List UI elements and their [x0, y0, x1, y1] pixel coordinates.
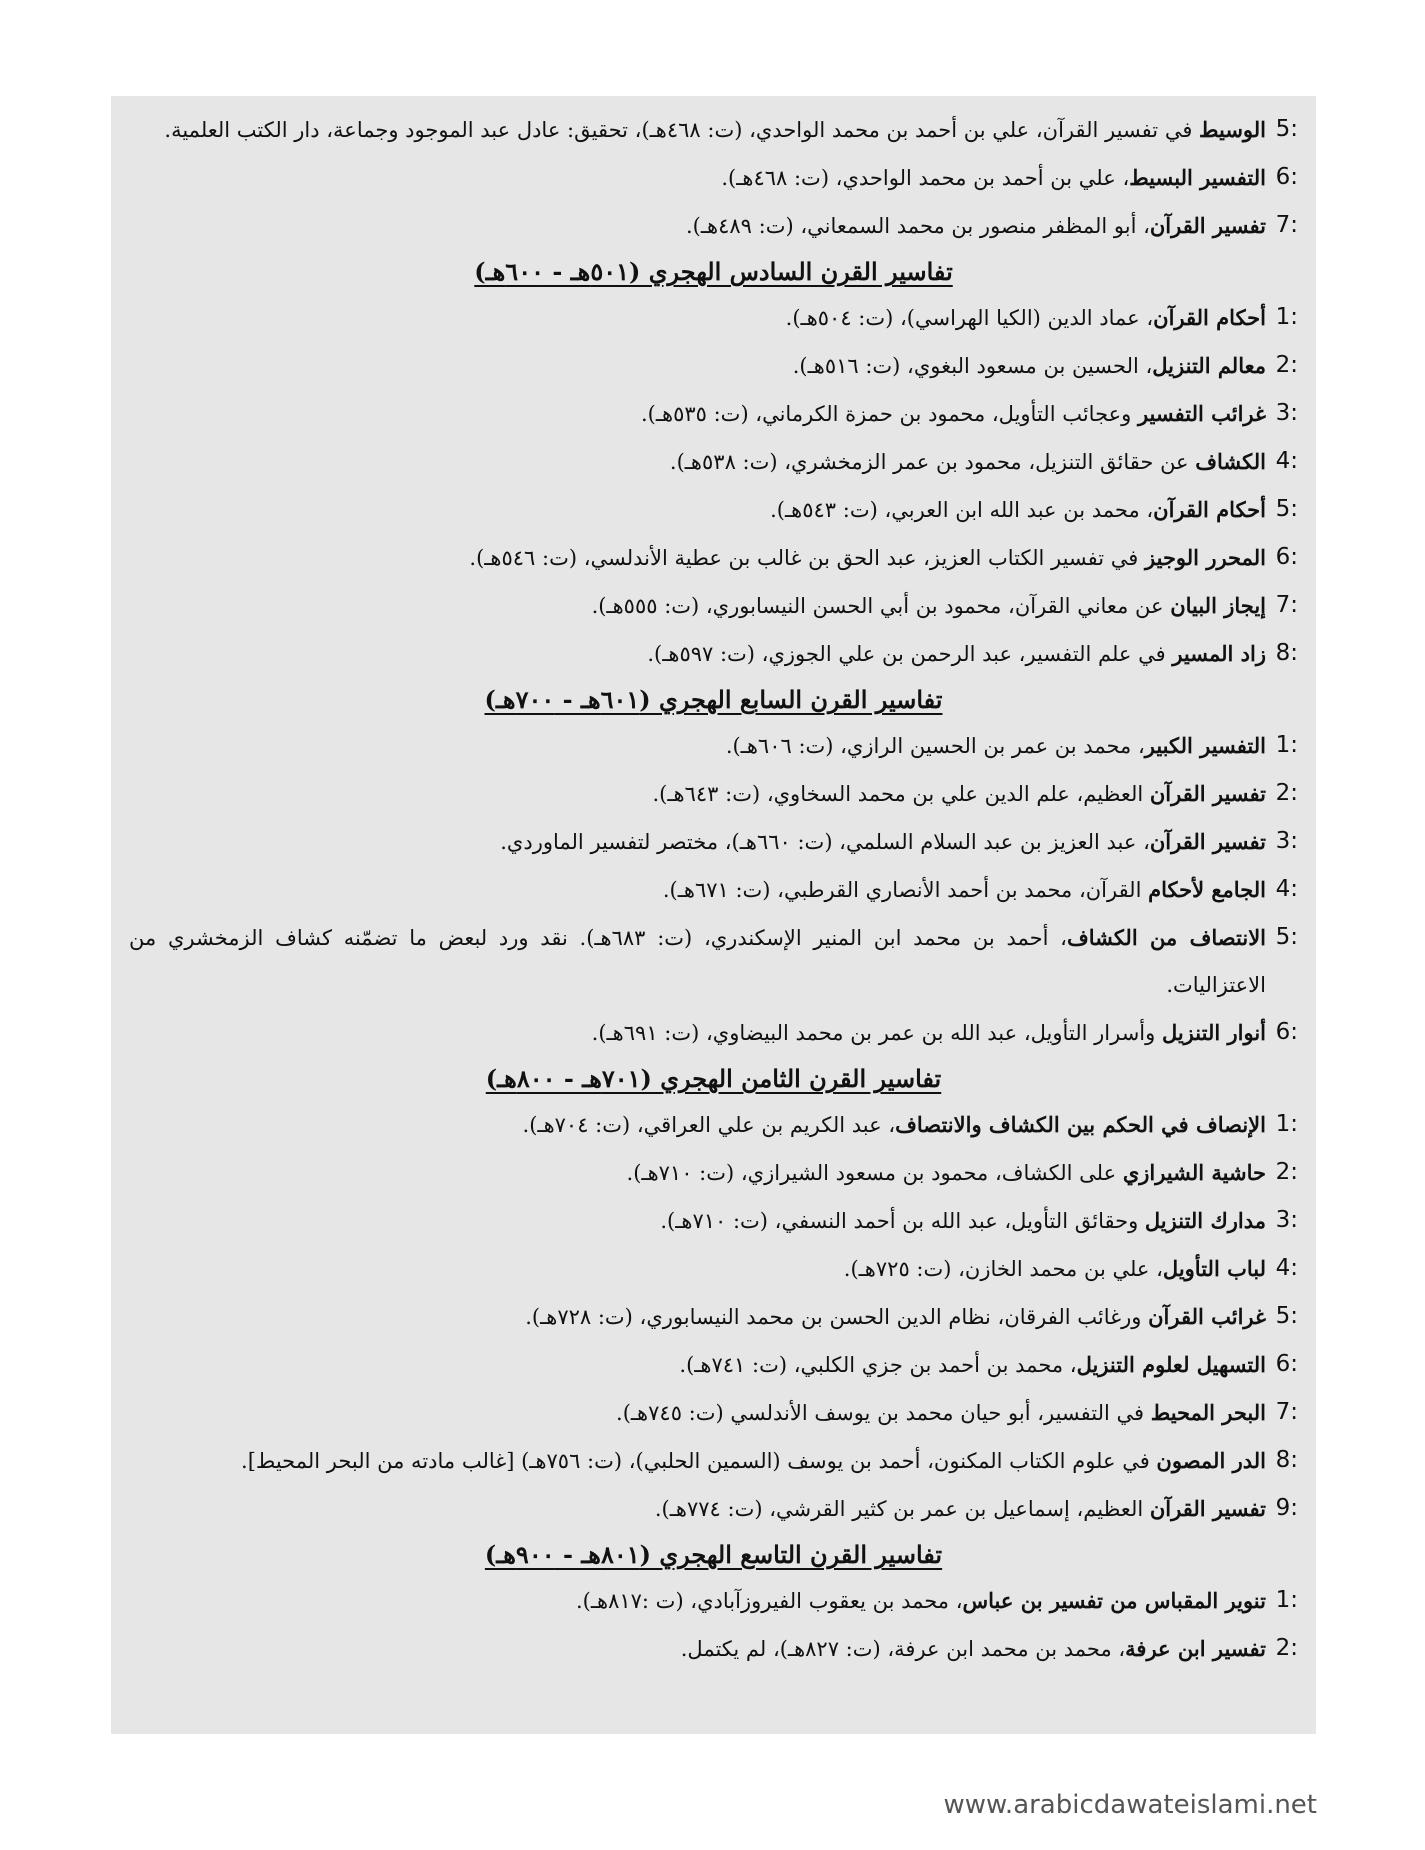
entry-title: أحكام القرآن	[1153, 497, 1266, 522]
entry-details: ، عبد الكريم بن علي العراقي، (ت: ٧٠٤هـ).	[522, 1113, 896, 1137]
entry-details: في تفسير القرآن، علي بن أحمد بن محمد الواحدي، (ت: ٤٦٨هـ)، تحقيق: عادل عبد الموجود وجماعة، دار الكتب العلمية.	[164, 118, 1200, 142]
entry-details: في التفسير، أبو حيان محمد بن يوسف الأندلسي (ت: ٧٤٥هـ).	[616, 1401, 1151, 1425]
entry-title: التسهيل لعلوم التنزيل	[1076, 1352, 1266, 1377]
entry-number: 3:	[1275, 1207, 1298, 1233]
entry-title: لباب التأويل	[1162, 1256, 1266, 1281]
entry-number: 4:	[1275, 876, 1298, 902]
section-sixth-century	[129, 250, 1298, 678]
entry-title: الإنصاف في الحكم بين الكشاف والانتصاف	[895, 1112, 1266, 1137]
entry-number: 3:	[1275, 828, 1298, 854]
list-item	[129, 486, 1298, 534]
entry-text	[592, 582, 1266, 630]
entry-title: زاد المسير	[1172, 641, 1266, 666]
entry-text	[500, 818, 1266, 866]
footer-website-url: www.arabicdawateislami.net	[943, 1790, 1317, 1820]
list-item	[129, 294, 1298, 342]
section-ninth-century	[129, 1533, 1298, 1673]
entry-details: ، علي بن محمد الخازن، (ت: ٧٢٥هـ).	[843, 1257, 1163, 1281]
entry-title: تفسير القرآن	[1149, 829, 1266, 854]
entry-number: 6:	[1275, 1019, 1298, 1045]
entry-text	[681, 1625, 1266, 1673]
entry-text	[523, 1101, 1266, 1149]
entry-text	[129, 914, 1266, 1009]
list-item	[129, 202, 1298, 250]
entry-details: ، محمد بن عبد الله ابن العربي، (ت: ٥٤٣هـ).	[770, 498, 1154, 522]
entry-text	[592, 1009, 1266, 1057]
entry-title: البحر المحيط	[1150, 1400, 1266, 1425]
entry-details: ، محمد بن يعقوب الفيروزآبادي، (ت :٨١٧هـ).	[575, 1589, 963, 1613]
list-item	[129, 630, 1298, 678]
entry-text	[653, 770, 1267, 818]
entry-title: تفسير ابن عرفة	[1125, 1636, 1266, 1661]
entry-text	[721, 154, 1266, 202]
entry-number: 5:	[1275, 924, 1298, 950]
entry-title: تفسير القرآن	[1149, 213, 1266, 238]
entry-number: 9:	[1275, 1495, 1298, 1521]
entry-number: 7:	[1275, 212, 1298, 238]
section-heading-text: تفاسير القرن التاسع الهجري (٨٠١هـ - ٩٠٠هـ)	[484, 1540, 943, 1569]
entry-details: عن معاني القرآن، محمود بن أبي الحسن النيسابوري، (ت: ٥٥٥هـ).	[591, 594, 1171, 618]
entry-title: مدارك التنزيل	[1144, 1208, 1266, 1233]
section-eighth-century	[129, 1057, 1298, 1533]
entry-text	[627, 1149, 1266, 1197]
section-heading	[129, 678, 1298, 722]
entry-text	[655, 1485, 1266, 1533]
entry-text	[844, 1245, 1266, 1293]
entry-title: التفسير الكبير	[1144, 733, 1266, 758]
entry-number: 1:	[1275, 732, 1298, 758]
entry-text	[641, 390, 1266, 438]
entry-number: 7:	[1275, 1399, 1298, 1425]
entry-number: 8:	[1275, 1447, 1298, 1473]
entry-title: تفسير القرآن	[1149, 781, 1266, 806]
entry-number: 2:	[1275, 352, 1298, 378]
entry-text	[647, 630, 1266, 678]
entry-text	[241, 1437, 1266, 1485]
list-item	[129, 818, 1298, 866]
entry-number: 5:	[1275, 496, 1298, 522]
entry-number: 6:	[1275, 1351, 1298, 1377]
list-item	[129, 154, 1298, 202]
entry-details: في علم التفسير، عبد الرحمن بن علي الجوزي، (ت: ٥٩٧هـ).	[647, 642, 1173, 666]
list-item	[129, 390, 1298, 438]
entry-text	[686, 202, 1266, 250]
entry-title: الانتصاف من الكشاف	[1066, 925, 1267, 950]
entry-text	[679, 1341, 1266, 1389]
section-heading	[129, 1533, 1298, 1577]
entry-text	[663, 866, 1266, 914]
entry-title: المحرر الوجيز	[1145, 545, 1266, 570]
entry-title: التفسير البسيط	[1129, 165, 1266, 190]
entry-text	[726, 722, 1266, 770]
entry-details: وحقائق التأويل، عبد الله بن أحمد النسفي، (ت: ٧١٠هـ).	[660, 1209, 1145, 1233]
document-page	[111, 96, 1316, 1734]
entry-details: في تفسير الكتاب العزيز، عبد الحق بن غالب بن عطية الأندلسي، (ت: ٥٤٦هـ).	[469, 546, 1146, 570]
entry-text	[660, 1197, 1266, 1245]
entry-text	[670, 438, 1266, 486]
entry-number: 7:	[1275, 592, 1298, 618]
section-heading-text: تفاسير القرن الثامن الهجري (٧٠١هـ - ٨٠٠هـ)	[485, 1064, 942, 1093]
list-item	[129, 582, 1298, 630]
list-item	[129, 1009, 1298, 1057]
entry-details: القرآن، محمد بن أحمد الأنصاري القرطبي، (ت: ٦٧١هـ).	[662, 878, 1149, 902]
section-heading-text: تفاسير القرن السابع الهجري (٦٠١هـ - ٧٠٠هـ)	[484, 685, 943, 714]
list-item	[129, 1625, 1298, 1673]
entry-text	[616, 1389, 1266, 1437]
entry-details: على الكشاف، محمود بن مسعود الشيرازي، (ت: ٧١٠هـ).	[626, 1161, 1123, 1185]
entry-text	[786, 294, 1266, 342]
entry-text	[770, 486, 1266, 534]
entry-details: ، محمد بن محمد ابن عرفة، (ت: ٨٢٧هـ)، لم يكتمل.	[680, 1637, 1126, 1661]
entry-details: ، عماد الدين (الكيا الهراسي)، (ت: ٥٠٤هـ).	[785, 306, 1154, 330]
entry-details: العظيم، علم الدين علي بن محمد السخاوي، (ت: ٦٤٣هـ).	[652, 782, 1150, 806]
entry-number: 2:	[1275, 780, 1298, 806]
list-item	[129, 1197, 1298, 1245]
entry-text	[469, 534, 1266, 582]
entry-details: ، محمد بن عمر بن الحسين الرازي، (ت: ٦٠٦هـ).	[725, 734, 1145, 758]
section-heading	[129, 1057, 1298, 1101]
entry-number: 1:	[1275, 1111, 1298, 1137]
entry-number: 5:	[1275, 1303, 1298, 1329]
entry-number: 4:	[1275, 448, 1298, 474]
list-item	[129, 914, 1298, 1009]
entry-title: الجامع لأحكام	[1148, 877, 1266, 902]
list-item	[129, 1389, 1298, 1437]
entry-number: 3:	[1275, 400, 1298, 426]
entry-title: أحكام القرآن	[1153, 305, 1266, 330]
list-item	[129, 1577, 1298, 1625]
entry-number: 4:	[1275, 1255, 1298, 1281]
entry-details: العظيم، إسماعيل بن عمر بن كثير القرشي، (ت: ٧٧٤هـ).	[654, 1497, 1150, 1521]
entry-details: ورغائب الفرقان، نظام الدين الحسن بن محمد النيسابوري، (ت: ٧٢٨هـ).	[525, 1305, 1149, 1329]
entry-number: 8:	[1275, 640, 1298, 666]
list-item	[129, 1437, 1298, 1485]
entry-text	[793, 342, 1266, 390]
list-item	[129, 770, 1298, 818]
entry-title: غرائب التفسير	[1137, 401, 1266, 426]
entry-number: 1:	[1275, 304, 1298, 330]
entry-details: ، الحسين بن مسعود البغوي، (ت: ٥١٦هـ).	[792, 354, 1153, 378]
entry-title: أنوار التنزيل	[1161, 1020, 1266, 1045]
entry-text	[525, 1293, 1266, 1341]
entry-details: عن حقائق التنزيل، محمود بن عمر الزمخشري، (ت: ٥٣٨هـ).	[669, 450, 1196, 474]
entry-number: 2:	[1275, 1159, 1298, 1185]
entry-details: وعجائب التأويل، محمود بن حمزة الكرماني، (ت: ٥٣٥هـ).	[640, 402, 1138, 426]
list-item	[129, 534, 1298, 582]
entry-number: 1:	[1275, 1587, 1298, 1613]
list-item	[129, 1101, 1298, 1149]
entry-text	[576, 1577, 1266, 1625]
entry-title: الدر المصون	[1156, 1448, 1266, 1473]
entry-details: ، أبو المظفر منصور بن محمد السمعاني، (ت: ٤٨٩هـ).	[686, 214, 1150, 238]
entry-title: الوسيط	[1199, 117, 1266, 142]
entry-number: 2:	[1275, 1635, 1298, 1661]
entry-details: ، أحمد بن محمد ابن المنير الإسكندري، (ت: ٦٨٣هـ). نقد ورد لبعض ما تضمّنه كشاف الزمخشري من الاعتزاليات.	[129, 926, 1266, 997]
list-item	[129, 866, 1298, 914]
entry-title: تنوير المقباس من تفسير بن عباس	[962, 1588, 1266, 1613]
section-heading	[129, 250, 1298, 294]
list-item	[129, 1293, 1298, 1341]
entry-number: 5:	[1275, 116, 1298, 142]
entry-title: إيجاز البيان	[1170, 593, 1266, 618]
entry-number: 6:	[1275, 164, 1298, 190]
entry-title: غرائب القرآن	[1148, 1304, 1266, 1329]
list-item	[129, 106, 1298, 154]
entry-details: وأسرار التأويل، عبد الله بن عمر بن محمد البيضاوي، (ت: ٦٩١هـ).	[591, 1021, 1162, 1045]
entry-title: تفسير القرآن	[1149, 1496, 1266, 1521]
entry-title: الكشاف	[1195, 449, 1266, 474]
list-item	[129, 722, 1298, 770]
entry-title: حاشية الشيرازي	[1122, 1160, 1266, 1185]
entry-details: في علوم الكتاب المكنون، أحمد بن يوسف (السمين الحلبي)، (ت: ٧٥٦هـ) [غالب مادته من البحر المحيط].	[241, 1449, 1157, 1473]
list-item	[129, 1245, 1298, 1293]
list-item	[129, 1341, 1298, 1389]
entry-details: ، محمد بن أحمد بن جزي الكلبي، (ت: ٧٤١هـ).	[679, 1353, 1077, 1377]
entry-details: ، عبد العزيز بن عبد السلام السلمي، (ت: ٦٦٠هـ)، مختصر لتفسير الماوردي.	[500, 830, 1150, 854]
list-item	[129, 1485, 1298, 1533]
list-item	[129, 438, 1298, 486]
section-heading-text: تفاسير القرن السادس الهجري (٥٠١هـ - ٦٠٠هـ)	[474, 257, 953, 286]
entry-number: 6:	[1275, 544, 1298, 570]
list-item	[129, 342, 1298, 390]
section-seventh-century	[129, 678, 1298, 1057]
section-continuation	[129, 106, 1298, 250]
entry-title: معالم التنزيل	[1152, 353, 1266, 378]
entry-details: ، علي بن أحمد بن محمد الواحدي، (ت: ٤٦٨هـ).	[721, 166, 1130, 190]
entry-text	[164, 106, 1266, 154]
list-item	[129, 1149, 1298, 1197]
